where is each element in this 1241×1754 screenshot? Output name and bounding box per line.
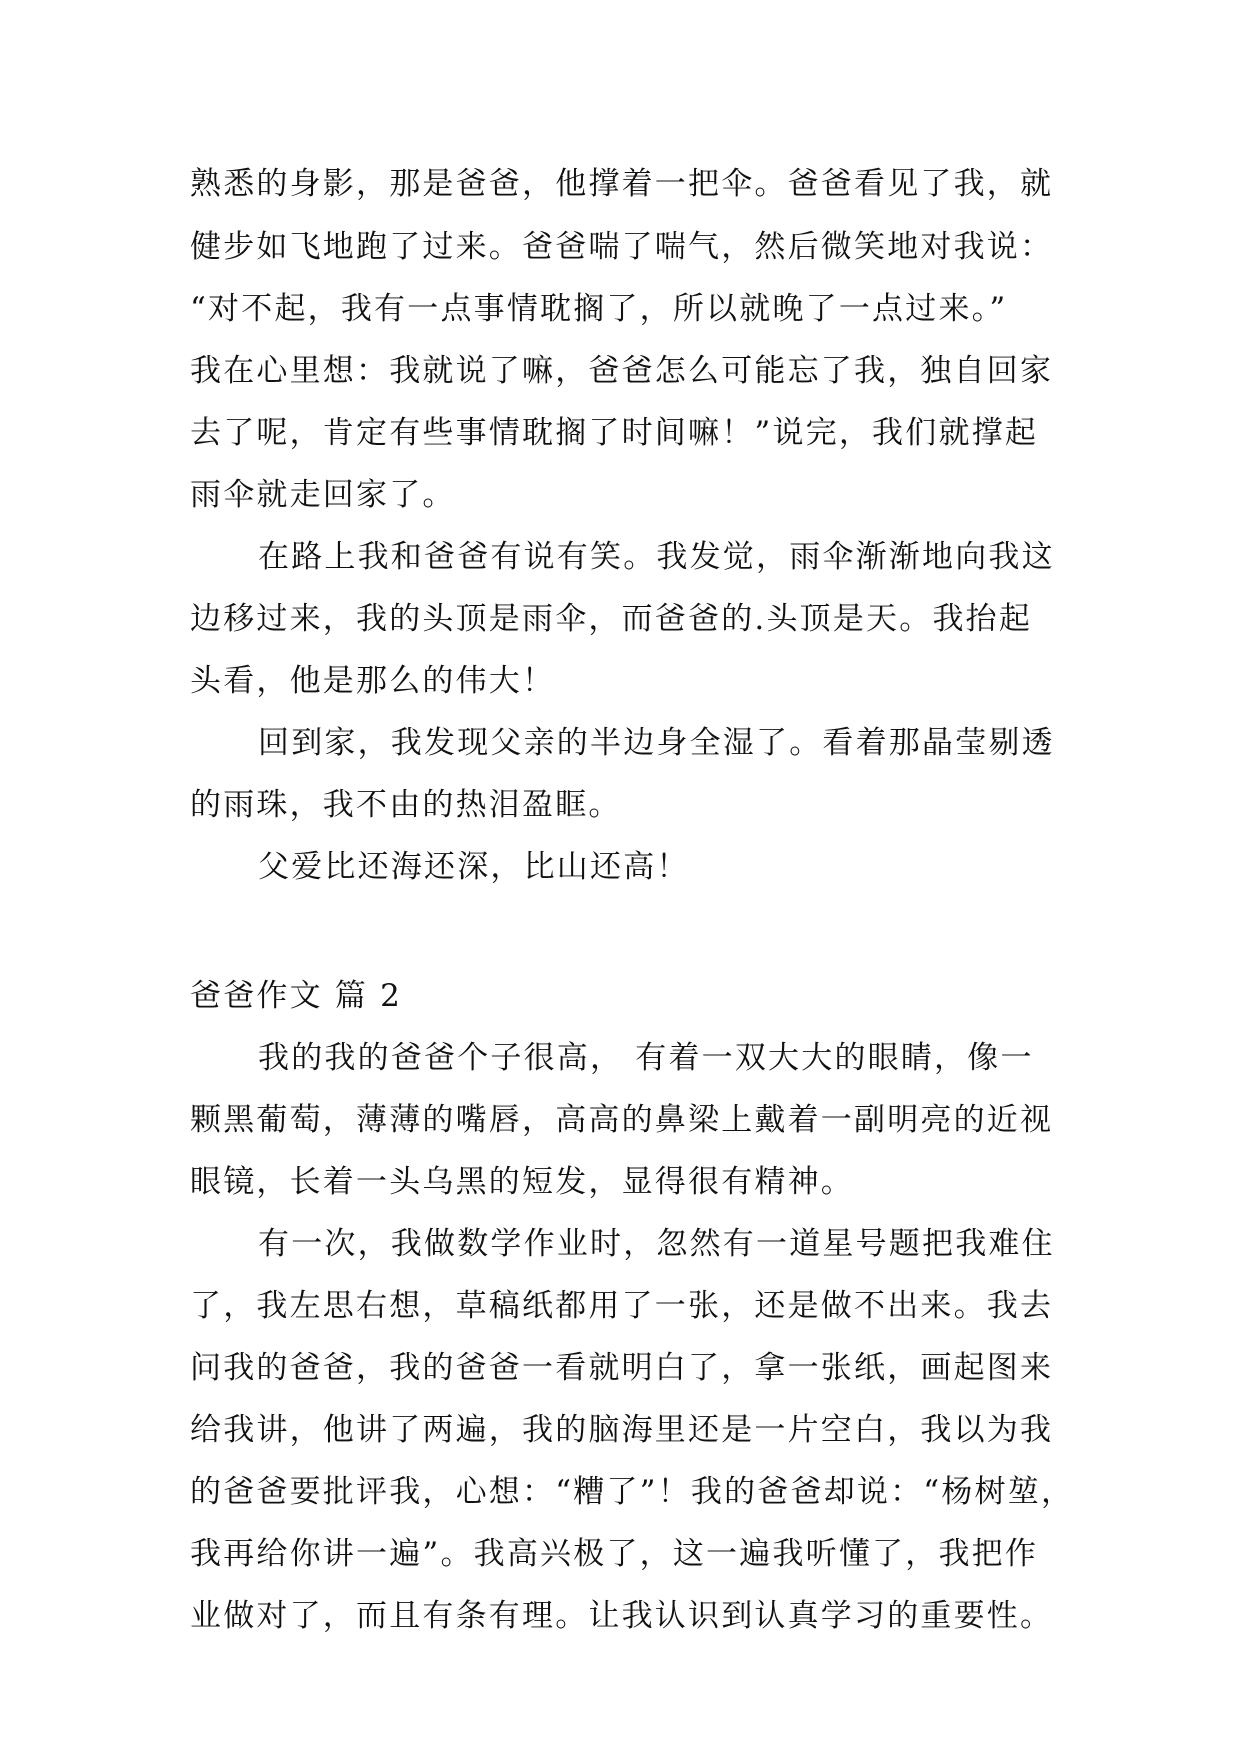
- paragraph-line: 头看，他是那么的伟大！: [190, 663, 556, 699]
- paragraph-line: 在路上我和爸爸有说有笑。我发觉，雨伞渐渐地向我这: [258, 539, 1055, 575]
- paragraph-line: 有一次，我做数学作业时，忽然有一道星号题把我难住: [258, 1226, 1055, 1262]
- paragraph-line: 回到家，我发现父亲的半边身全湿了。看着那晶莹剔透: [258, 725, 1055, 761]
- paragraph-line: 眼镜，长着一头乌黑的短发，显得很有精神。: [190, 1164, 854, 1200]
- paragraph-line: 边移过来，我的头顶是雨伞，而爸爸的.头顶是天。我抬起: [190, 601, 1033, 637]
- paragraph-line: 我的我的爸爸个子很高， 有着一双大大的眼睛，像一: [258, 1040, 1034, 1076]
- paragraph-line: 我再给你讲一遍”。我高兴极了，这一遍我听懂了，我把作: [190, 1536, 1039, 1572]
- paragraph-line: “对不起，我有一点事情耽搁了，所以就晚了一点过来。”: [190, 291, 1008, 327]
- paragraph-line: 的雨珠，我不由的热泪盈眶。: [190, 787, 622, 823]
- paragraph-line: 的爸爸要批评我，心想：“糟了”！我的爸爸却说：“杨树堃，: [190, 1474, 1075, 1510]
- paragraph-line: 我在心里想：我就说了嘛，爸爸怎么可能忘了我，独自回家: [190, 353, 1054, 389]
- paragraph-line: 去了呢，肯定有些事情耽搁了时间嘛！”说完，我们就撑起: [190, 415, 1039, 451]
- paragraph-line: 熟悉的身影，那是爸爸，他撑着一把伞。爸爸看见了我，就: [190, 166, 1054, 202]
- paragraph-line: 健步如飞地跑了过来。爸爸喘了喘气，然后微笑地对我说：: [190, 229, 1054, 265]
- paragraph-line: 雨伞就走回家了。: [190, 477, 456, 513]
- paragraph-line: 问我的爸爸，我的爸爸一看就明白了，拿一张纸，画起图来: [190, 1350, 1054, 1386]
- paragraph-line: 业做对了，而且有条有理。让我认识到认真学习的重要性。: [190, 1598, 1054, 1634]
- paragraph-line: 父爱比还海还深，比山还高！: [258, 849, 690, 885]
- paragraph-line: 颗黑葡萄，薄薄的嘴唇，高高的鼻梁上戴着一副明亮的近视: [190, 1102, 1054, 1138]
- paragraph-line: 给我讲，他讲了两遍，我的脑海里还是一片空白，我以为我: [190, 1412, 1054, 1448]
- section-heading: 爸爸作文 篇 2: [190, 978, 403, 1014]
- paragraph-line: 了，我左思右想，草稿纸都用了一张，还是做不出来。我去: [190, 1288, 1054, 1324]
